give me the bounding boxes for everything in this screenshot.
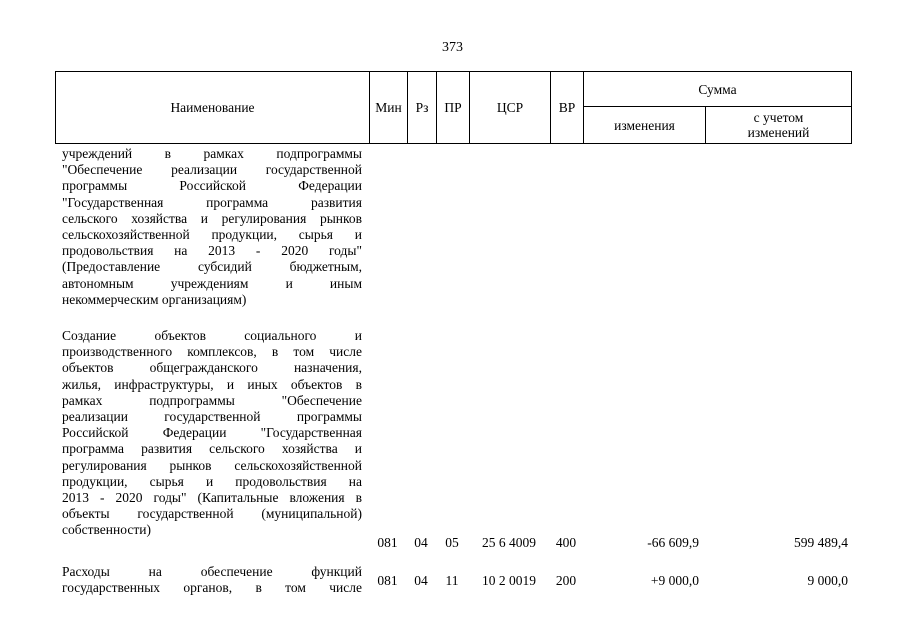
- text-line: продукции, сырья и продовольствия на: [62, 473, 362, 489]
- row-description: [62, 146, 362, 308]
- cell-vr: 400: [555, 535, 577, 550]
- cell-min: 081: [377, 573, 398, 588]
- text-line: 2013 - 2020 годы" (Капитальные вложения в: [62, 490, 362, 506]
- text-line: производственного комплексов, в том числе: [62, 344, 362, 360]
- table-header: [55, 71, 852, 144]
- text-line: "Государственная программа развития: [62, 194, 362, 210]
- cell-pr: 05: [445, 535, 459, 550]
- text-line: Создание объектов социального и: [62, 328, 362, 343]
- header-rz: Рз: [415, 99, 429, 115]
- header-with-change-line2: изменений: [747, 125, 810, 140]
- row-description: [62, 328, 362, 539]
- page-number: 373: [442, 40, 463, 55]
- cell-min: 081: [377, 535, 398, 550]
- text-line: государственных органов, в том числе: [62, 580, 362, 596]
- text-line: объекты государственной (муниципальной): [62, 506, 362, 522]
- header-name: Наименование: [170, 99, 255, 115]
- text-line: (Предоставление субсидий бюджетным,: [62, 259, 362, 275]
- text-line: некоммерческим организациям): [62, 291, 247, 307]
- header-vr: ВР: [558, 99, 576, 115]
- cell-change: -66 609,9: [647, 535, 699, 550]
- cell-total: 9 000,0: [807, 573, 848, 588]
- header-csr: ЦСР: [496, 99, 524, 115]
- text-line: регулирования рынков сельскохозяйственной: [62, 457, 362, 473]
- cell-csr: 25 6 4009: [482, 535, 536, 550]
- text-line: сельского хозяйства и регулирования рынков: [62, 210, 362, 226]
- cell-rz: 04: [414, 535, 428, 550]
- header-min: Мин: [375, 99, 402, 115]
- text-line: учреждений в рамках подпрограммы: [62, 146, 362, 161]
- header-pr: ПР: [444, 99, 462, 115]
- text-line: реализации государственной программы: [62, 409, 362, 425]
- text-line: рамках подпрограммы "Обеспечение: [62, 392, 362, 408]
- header-change: изменения: [614, 117, 675, 133]
- text-line: жилья, инфраструктуры, и иных объектов в: [62, 376, 362, 392]
- header-with-change: [706, 107, 851, 143]
- cell-vr: 200: [555, 573, 577, 588]
- text-line: собственности): [62, 522, 151, 538]
- header-sum: Сумма: [698, 81, 737, 97]
- text-line: Российской Федерации "Государственная: [62, 425, 362, 441]
- text-line: программы Российской Федерации: [62, 178, 362, 194]
- cell-pr: 11: [445, 573, 459, 588]
- row-description: [62, 564, 362, 596]
- header-with-change-line1: с учетом: [753, 110, 804, 125]
- cell-total: 599 489,4: [794, 535, 848, 550]
- text-line: автономным учреждениям и иным: [62, 275, 362, 291]
- text-line: сельскохозяйственной продукции, сырья и: [62, 227, 362, 243]
- text-line: "Обеспечение реализации государственной: [62, 162, 362, 178]
- text-line: Расходы на обеспечение функций: [62, 564, 362, 579]
- cell-change: +9 000,0: [650, 573, 699, 588]
- cell-rz: 04: [414, 573, 428, 588]
- text-line: программа развития сельского хозяйства и: [62, 441, 362, 457]
- text-line: объектов общегражданского назначения,: [62, 360, 362, 376]
- cell-csr: 10 2 0019: [482, 573, 536, 588]
- text-line: продовольствия на 2013 - 2020 годы": [62, 243, 362, 259]
